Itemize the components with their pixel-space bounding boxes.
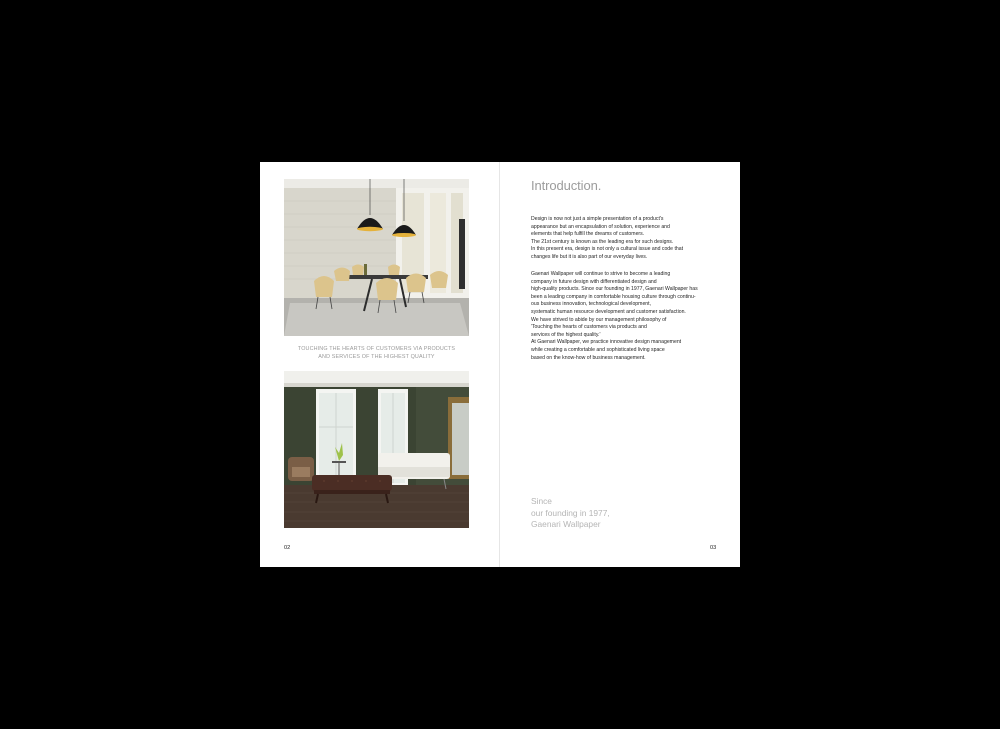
text-line: At Gaenari Wallpaper, we practice innovative design management	[531, 339, 682, 346]
intro-paragraph-1	[531, 216, 723, 262]
brochure-spread	[260, 162, 740, 567]
text-line: Design is now not just a simple presentation of a product's	[531, 216, 664, 222]
text-line: been a leading company in comfortable housing culture through continu-	[531, 293, 696, 300]
text-line: services of the highest quality.'	[531, 331, 601, 338]
photo-caption	[284, 346, 469, 361]
text-line: appearance but an encapsulation of solution, experience and	[531, 223, 670, 230]
text-line: We have strived to abide by our management philosophy of	[531, 316, 667, 323]
text-line: based on the know-how of business management.	[531, 354, 646, 361]
text-line: Gaenari Wallpaper will continue to strive to become a leading	[531, 271, 671, 277]
intro-paragraph-2	[531, 271, 723, 362]
living-room-photo	[284, 371, 469, 528]
tagline-line: our founding in 1977,	[531, 507, 610, 518]
text-line: ous business innovation, technological development,	[531, 301, 652, 308]
page-title: Introduction.	[531, 178, 602, 193]
text-line: systematic human resource development and customer satisfaction.	[531, 308, 686, 315]
text-line: 'Touching the hearts of customers via products and	[531, 324, 647, 331]
right-page	[500, 162, 740, 567]
text-line: elements that help fulfill the dreams of customers.	[531, 231, 645, 238]
tagline-line: Since	[531, 496, 552, 506]
text-line: changes life but it is also part of our everyday lives.	[531, 253, 648, 260]
page-number-right: 03	[710, 545, 717, 551]
dining-room-photo	[284, 179, 469, 336]
founding-tagline	[531, 496, 610, 531]
text-line: high-quality products. Since our founding in 1977, Gaenari Wallpaper has	[531, 286, 698, 293]
text-line: The 21st century is known as the leading era for such designs.	[531, 238, 674, 245]
page-number-left: 02	[284, 545, 291, 551]
text-line: while creating a comfortable and sophisticated living space	[531, 346, 665, 353]
text-line: company in future design with differentiated design and	[531, 278, 657, 285]
caption-line-1: TOUCHING THE HEARTS OF CUSTOMERS VIA PRODUCTS	[297, 346, 456, 352]
text-line: In this present era, design is not only a cultural issue and code that	[531, 246, 684, 253]
tagline-line: Gaenari Wallpaper	[531, 519, 601, 530]
left-page	[260, 162, 499, 567]
caption-line-2: AND SERVICES OF THE HIGHEST QUALITY	[318, 353, 435, 360]
